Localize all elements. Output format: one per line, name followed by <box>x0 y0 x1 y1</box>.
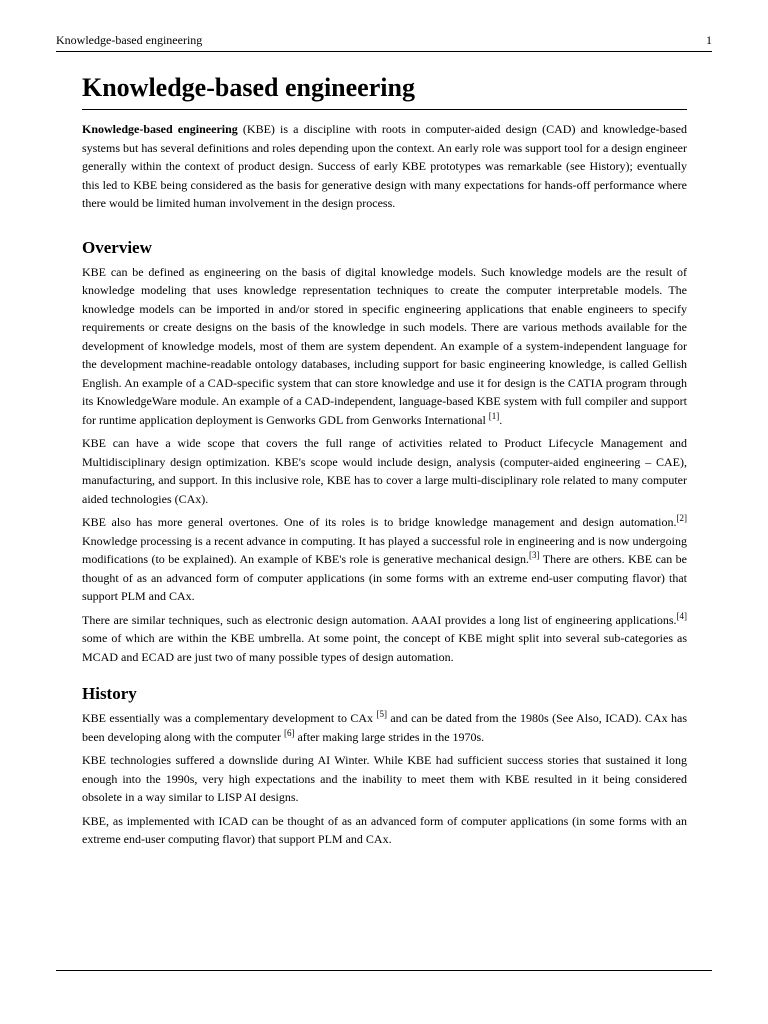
intro-paragraph <box>82 120 687 213</box>
overview-p3-text-a: KBE also has more general overtones. One of its roles is to bridge knowledge management and design automation. <box>82 515 677 529</box>
history-p1-text-b: and can be dated from the 1980s (See Also, ICAD). CAx has been developing along with the computer <box>82 711 687 744</box>
history-paragraph-2: KBE technologies suffered a downslide during AI Winter. While KBE had sufficient success stories that sustained it long enough into the 1990s, very high expectations and the inability to meet them with KBE resulted in it being considered obsolete in a way similar to LISP AI designs. <box>82 753 687 804</box>
history-p1-text-c: after making large strides in the 1970s. <box>294 729 485 744</box>
intro-lead-term: Knowledge-based engineering <box>82 122 238 136</box>
overview-paragraph-2: KBE can have a wide scope that covers the full range of activities related to Product Lifecycle Management and Multidisciplinary design optimization. KBE's scope would include design, analysis (computer-aided engineering – CAE), manufacturing, and support. In this inclusive role, KBE has to cover a large multi-disciplinary role related to many computer aided technologies (CAx). <box>82 436 687 506</box>
header-rule <box>56 51 712 52</box>
history-heading: History <box>82 684 137 703</box>
citation-2[interactable]: [2] <box>676 513 687 523</box>
citation-3[interactable]: [3] <box>528 550 540 560</box>
overview-p4-text-a: There are similar techniques, such as electronic design automation. AAAI provides a long list of engineering applications. <box>82 612 677 627</box>
intro-text: (KBE) is a discipline with roots in computer-aided design (CAD) and knowledge-based systems but has several definitions and roles depending upon the context. An early role was support tool for a design engineer generally within the context of product design. Success of early KBE prototypes was remarkable (see History); eventually this led to KBE being considered as the basis for generative design with many expectations for hands-off performance where there would be limited human involvement in the design process. <box>82 122 687 210</box>
history-p1-text-a: KBE essentially was a complementary development to CAx <box>82 711 377 725</box>
article-title: Knowledge-based engineering <box>82 70 687 110</box>
overview-paragraph-3 <box>82 513 687 606</box>
citation-6[interactable]: [6] <box>283 727 295 738</box>
overview-p1-text: KBE can be defined as engineering on the basis of digital knowledge models. Such knowledge models are the result of knowledge modeling that uses knowledge representation techniques to create the computer interpretable models. The knowledge models can be imported in and/or stored in specific engineering applications that enable engineers to specify requirements or create designs on the basis of the knowledge in such models. There are various methods available for the development of knowledge models, most of them are system dependent. An example of a system-independent language for the development machine-readable ontology databases, including support for basic engineering knowledge, is called Gellish English. An example of a CAD-specific system that can store knowledge and use it for design is the CATIA program through its KnowledgeWare module. An example of a CAD-independent, language-based KBE system with full compiler and support for runtime application deployment is Genworks GDL from Genworks International <box>82 264 687 427</box>
overview-heading: Overview <box>82 237 152 257</box>
history-paragraph-3: KBE, as implemented with ICAD can be thought of as an advanced form of computer applications (in some forms with an extreme end-user computing flavor) that support PLM and CAx. <box>82 813 687 846</box>
article-body <box>82 70 687 849</box>
citation-5[interactable]: [5] <box>376 709 387 719</box>
citation-4[interactable]: [4] <box>676 610 687 621</box>
footer-rule <box>56 970 712 971</box>
history-paragraph-1 <box>82 709 687 746</box>
running-header-title: Knowledge-based engineering <box>56 33 203 47</box>
overview-p3-text-b: Knowledge processing is a recent advance in computing. It has played a successful role in engineering and is now undergoing modifications (to be explained). An example of KBE's role is generative mechanical design. <box>82 533 687 566</box>
overview-p3-text-c: There are others. KBE can be thought of as an advanced form of computer applications (in some forms with an extreme end-user computing flavor) that support PLM and CAx. <box>82 552 688 603</box>
overview-p4-text-b: some of which are within the KBE umbrella. At some point, the concept of KBE might split into several sub-categories as MCAD and ECAD are just two of many possible types of design automation. <box>82 631 687 664</box>
page-number: 1 <box>706 33 712 47</box>
overview-paragraph-1 <box>82 263 687 430</box>
overview-p1-tail: . <box>499 412 503 427</box>
overview-paragraph-4 <box>82 611 687 667</box>
citation-1[interactable]: [1] <box>488 410 500 421</box>
